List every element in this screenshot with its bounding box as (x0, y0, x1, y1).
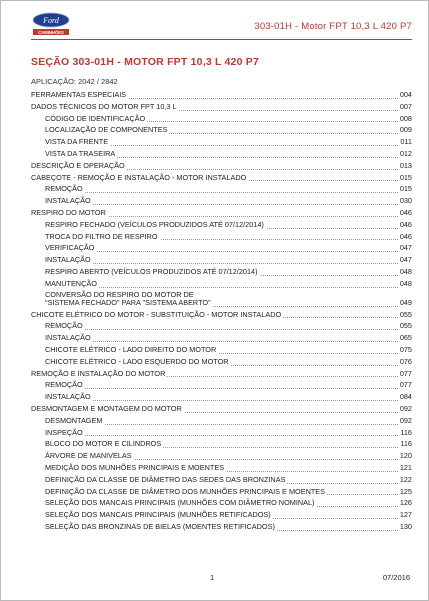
toc-entry-page: 011 (400, 137, 412, 147)
toc-entry-label: CABEÇOTE - REMOÇÃO E INSTALAÇÃO - MOTOR INSTALADO (31, 172, 247, 182)
toc-entry-page: 046 (399, 207, 412, 217)
toc-entry[interactable] (31, 124, 412, 136)
toc-entry-page: 125 (399, 486, 412, 496)
toc-entry[interactable] (31, 148, 412, 160)
dot-leader (45, 204, 412, 205)
dot-leader (45, 329, 412, 330)
toc-entry-page: 009 (399, 125, 412, 135)
toc-entry-label: ÁRVORE DE MANIVELAS (45, 451, 132, 461)
toc-entry[interactable] (31, 427, 412, 439)
toc-entry[interactable] (31, 474, 412, 486)
toc-entry-label: VISTA DA TRASEIRA (45, 148, 116, 158)
toc-entry-page: 030 (399, 196, 412, 206)
toc-entry-page: 126 (399, 498, 412, 508)
toc-entry[interactable] (31, 195, 412, 207)
toc-entry-label: CHICOTE ELÉTRICO - LADO DIREITO DO MOTOR (45, 344, 217, 354)
toc-entry-label: CHICOTE ELÉTRICO DO MOTOR - SUBSTITUIÇÃO - MOTOR INSTALADO (31, 309, 282, 319)
dot-leader (45, 341, 412, 342)
toc-entry[interactable] (31, 183, 412, 195)
toc-entry-label: INSTALAÇÃO (45, 333, 91, 343)
page-header (31, 9, 412, 40)
section-title: SEÇÃO 303-01H - MOTOR FPT 10,3 L 420 P7 (31, 56, 259, 68)
toc-entry[interactable] (31, 254, 412, 266)
toc-entry-label: MANUTENÇÃO (45, 278, 97, 288)
toc-entry-label: VERIFICAÇÃO (45, 243, 95, 253)
toc-entry[interactable] (31, 219, 412, 231)
toc-entry-page: 055 (399, 321, 412, 331)
toc-entry[interactable] (31, 497, 412, 509)
toc-entry-label: DESCRIÇÃO E OPERAÇÃO (31, 160, 125, 170)
dot-leader (45, 192, 412, 193)
toc-entry-label: LOCALIZAÇÃO DE COMPONENTES (45, 125, 168, 135)
toc-entry-label: REMOÇÃO E INSTALAÇÃO DO MOTOR (31, 368, 166, 378)
toc-entry-label: MEDIÇÃO DOS MUNHÕES PRINCIPAIS E MOENTES (45, 462, 225, 472)
toc-entry[interactable] (31, 332, 412, 344)
toc-entry-page: 048 (399, 278, 412, 288)
toc-entry[interactable] (31, 391, 412, 403)
dot-leader (45, 388, 412, 389)
toc-entry[interactable] (31, 356, 412, 368)
toc-entry[interactable] (31, 242, 412, 254)
toc-entry-label: RESPIRO DO MOTOR (31, 207, 106, 217)
toc-entry-label: SELEÇÃO DOS MANCAIS PRINCIPAIS (MUNHÕES COM DIÂMETRO NOMINAL) (45, 498, 315, 508)
toc-entry-label-line1: CONVERSÃO DO RESPIRO DO MOTOR DE (45, 289, 194, 299)
footer-date: 07/2016 (382, 573, 410, 582)
toc-entry-page: 076 (399, 356, 412, 366)
toc-entry-label: REMOÇÃO (45, 184, 83, 194)
application-text: APLICAÇÃO: 2042 / 2842 (31, 77, 118, 86)
toc-entry[interactable] (31, 207, 412, 219)
toc-entry-page: 004 (399, 90, 412, 99)
toc-entry[interactable] (31, 101, 412, 113)
toc-entry-label: DESMONTAGEM E MONTAGEM DO MOTOR (31, 403, 182, 413)
toc-entry-page: 092 (399, 415, 412, 425)
toc-entry-page: 007 (399, 101, 412, 111)
toc-entry-page: 130 (399, 521, 412, 531)
toc-entry-page: 092 (399, 403, 412, 413)
toc-entry-label: CÓDIGO DE IDENTIFICAÇÃO (45, 113, 146, 123)
toc-entry-page: 077 (399, 380, 412, 390)
toc-entry[interactable] (31, 89, 412, 101)
toc-entry-page: 084 (399, 392, 412, 402)
toc-entry[interactable] (31, 172, 412, 184)
toc-entry[interactable] (31, 309, 412, 321)
toc-entry[interactable] (31, 462, 412, 474)
toc-entry-page: 121 (399, 462, 412, 472)
toc-entry[interactable] (31, 403, 412, 415)
toc-entry[interactable] (31, 379, 412, 391)
toc-entry[interactable] (31, 160, 412, 172)
toc-entry-label-line2: "SISTEMA FECHADO" PARA "SISTEMA ABERTO" (45, 298, 211, 308)
table-of-contents (31, 89, 412, 533)
toc-entry-page: 015 (399, 184, 412, 194)
footer-page-number: 1 (210, 573, 215, 582)
toc-entry-page: 013 (399, 160, 412, 170)
toc-entry[interactable] (31, 521, 412, 533)
toc-entry-page: 122 (399, 474, 412, 484)
toc-entry-label: REMOÇÃO (45, 321, 83, 331)
toc-entry-label: INSTALAÇÃO (45, 255, 91, 265)
toc-entry-page: 127 (399, 510, 412, 520)
toc-entry[interactable] (31, 344, 412, 356)
toc-entry-page: 116 (400, 439, 412, 449)
toc-entry-label: SELEÇÃO DAS BRONZINAS DE BIELAS (MOENTES RETIFICADOS) (45, 521, 275, 531)
toc-entry[interactable] (31, 415, 412, 427)
toc-entry-page: 047 (399, 255, 412, 265)
toc-entry-page: 077 (399, 368, 412, 378)
toc-entry-label: INSTALAÇÃO (45, 392, 91, 402)
toc-entry-label: DADOS TÉCNICOS DO MOTOR FPT 10,3 L (31, 101, 177, 111)
dot-leader (45, 251, 412, 252)
logo-text: Ford (43, 15, 59, 25)
toc-entry[interactable] (31, 368, 412, 380)
toc-entry[interactable] (31, 438, 412, 450)
toc-entry-label: VISTA DA FRENTE (45, 137, 109, 147)
toc-entry-label: SELEÇÃO DOS MANCAIS PRINCIPAIS (MUNHÕES RETIFICADOS) (45, 510, 271, 520)
toc-entry[interactable] (31, 266, 412, 278)
toc-entry-page: 075 (399, 344, 412, 354)
toc-entry-label: DEFINIÇÃO DA CLASSE DE DIÂMETRO DAS SEDES DAS BRONZINAS (45, 474, 286, 484)
dot-leader (45, 287, 412, 288)
toc-entry[interactable] (31, 113, 412, 125)
toc-entry-page: 055 (399, 309, 412, 319)
document-code: 303-01H - Motor FPT 10,3 L 420 P7 (254, 21, 412, 32)
toc-entry-page: 048 (399, 266, 412, 276)
toc-entry-label: INSPEÇÃO (45, 427, 83, 437)
toc-entry[interactable] (31, 136, 412, 148)
toc-entry[interactable] (31, 278, 412, 290)
toc-entry-label: DESMONTAGEM (45, 415, 103, 425)
toc-entry-label: INSTALAÇÃO (45, 196, 91, 206)
logo-subtext: CAMINHÕES (38, 29, 64, 35)
toc-entry[interactable] (31, 320, 412, 332)
toc-entry-page: 012 (399, 148, 412, 158)
toc-entry[interactable] (31, 231, 412, 243)
toc-entry-page: 049 (399, 297, 412, 307)
toc-entry-page: 046 (399, 219, 412, 229)
toc-entry-label (45, 290, 213, 308)
toc-entry-page: 047 (399, 243, 412, 253)
dot-leader (45, 263, 412, 264)
dot-leader (45, 435, 412, 436)
dot-leader (45, 400, 412, 401)
toc-entry-label: REMOÇÃO (45, 380, 83, 390)
toc-entry-page: 065 (399, 333, 412, 343)
toc-entry-label: CHICOTE ELÉTRICO - LADO ESQUERDO DO MOTOR (45, 356, 229, 366)
toc-entry[interactable] (31, 509, 412, 521)
toc-entry-label: TROCA DO FILTRO DE RESPIRO (45, 231, 158, 241)
toc-entry[interactable] (31, 290, 412, 309)
toc-entry-page: 120 (399, 451, 412, 461)
toc-entry-label: FERRAMENTAS ESPECIAIS (31, 90, 127, 99)
toc-entry-page: 116 (400, 427, 412, 437)
toc-entry[interactable] (31, 486, 412, 498)
toc-entry-label: DEFINIÇÃO DA CLASSE DE DIÂMETRO DOS MUNHÕES PRINCIPAIS E MOENTES (45, 486, 326, 496)
toc-entry-page: 046 (399, 231, 412, 241)
toc-entry-label: RESPIRO FECHADO (VEÍCULOS PRODUZIDOS ATÉ 07/12/2014) (45, 219, 264, 229)
ford-caminhoes-logo (31, 12, 71, 36)
toc-entry-page: 015 (399, 172, 412, 182)
toc-entry-page: 008 (399, 113, 412, 123)
toc-entry-label: BLOCO DO MOTOR E CILINDROS (45, 439, 162, 449)
toc-entry[interactable] (31, 450, 412, 462)
toc-entry-label: RESPIRO ABERTO (VEÍCULOS PRODUZIDOS ATÉ 07/12/2014) (45, 266, 258, 276)
